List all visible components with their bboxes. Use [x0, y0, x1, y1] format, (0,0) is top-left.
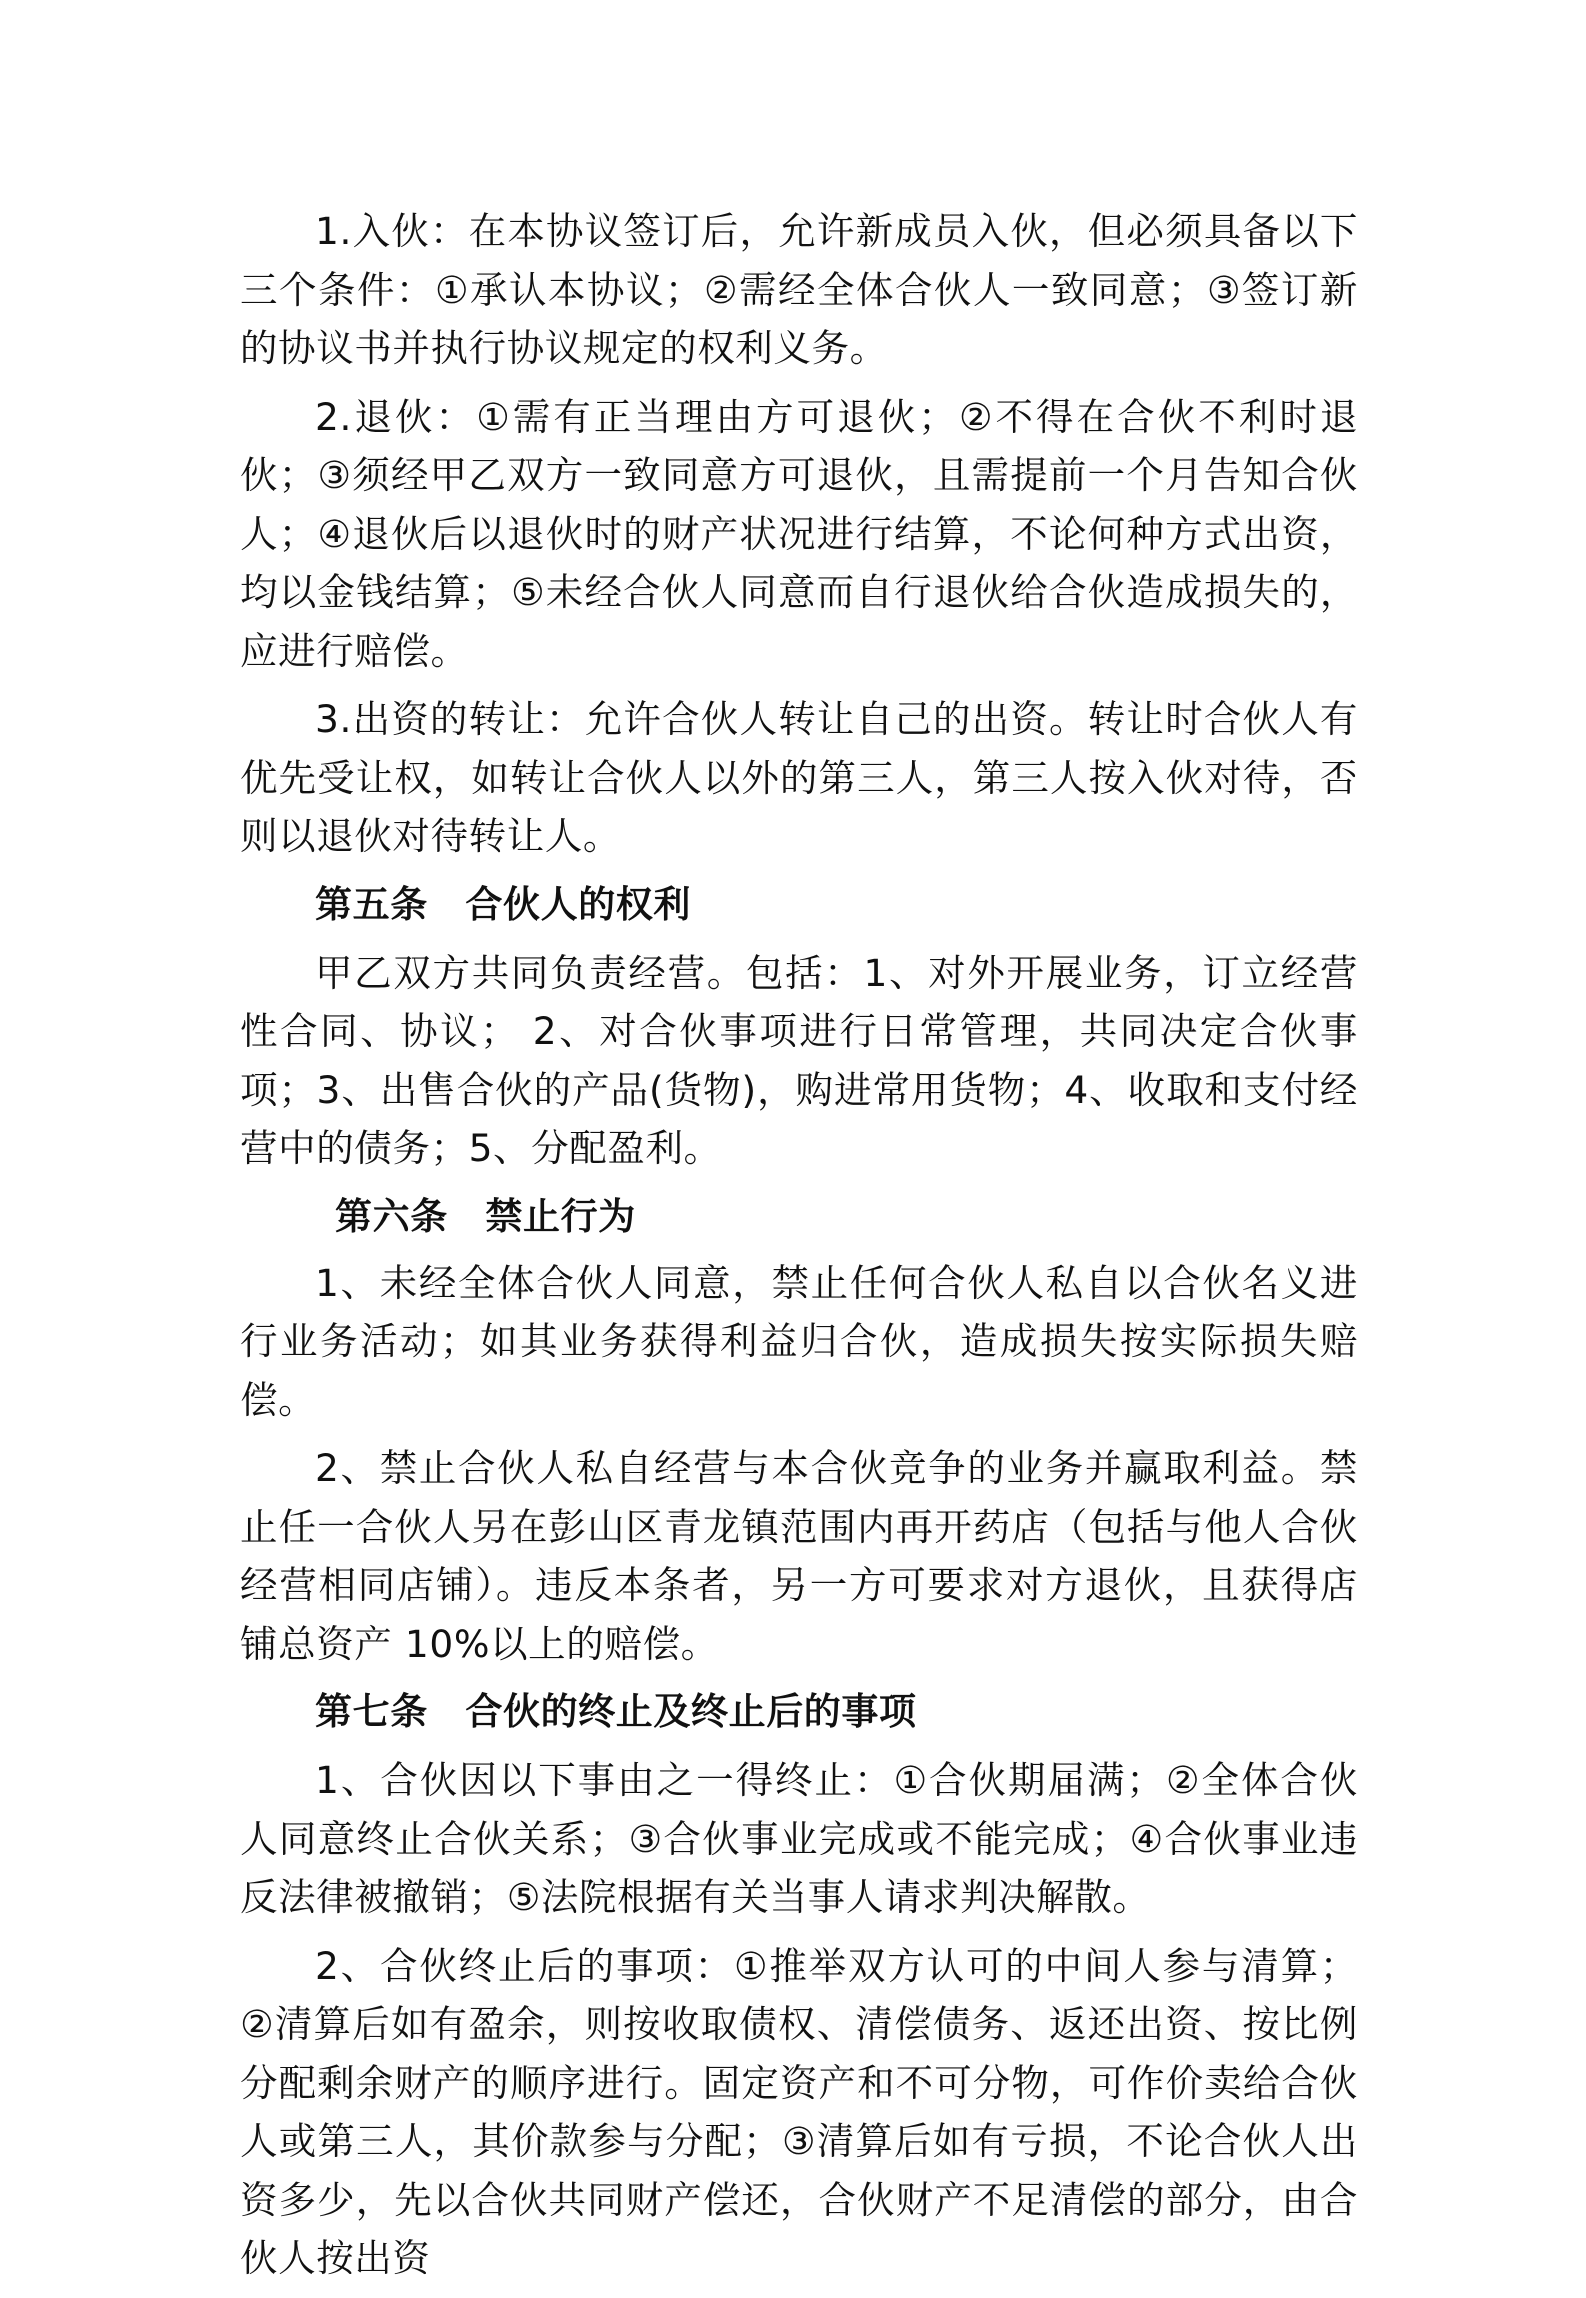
clause-admission-paragraph: 1.入伙：在本协议签订后，允许新成员入伙，但必须具备以下三个条件：①承认本协议；②需经全体合伙人一致同意；③签订新的协议书并执行协议规定的权利义务。 — [240, 209, 1358, 370]
clause-transfer-paragraph: 3.出资的转让：允许合伙人转让自己的出资。转让时合伙人有优先受让权，如转让合伙人以外的第三人，第三人按入伙对待，否则以退伙对待转让人。 — [240, 697, 1358, 858]
termination-2-paragraph: 2、合伙终止后的事项：①推举双方认可的中间人参与清算；②清算后如有盈余，则按收取债权、清偿债务、返还出资、按比例分配剩余财产的顺序进行。固定资产和不可分物，可作价卖给合伙人或第三人，其价款参与分配；③清算后如有亏损，不论合伙人出资多少，先以合伙共同财产偿还，合伙财产不足清偿的部分，由合伙人按出资 — [240, 1943, 1358, 2280]
article-5-heading: 第五条 合伙人的权利 — [315, 882, 691, 926]
clause-withdrawal-paragraph: 2.退伙：①需有正当理由方可退伙；②不得在合伙不利时退伙；③须经甲乙双方一致同意方可退伙，且需提前一个月告知合伙人；④退伙后以退伙时的财产状况进行结算，不论何种方式出资，均以金钱结算；⑤未经合伙人同意而自行退伙给合伙造成损失的，应进行赔偿。 — [240, 394, 1358, 673]
prohibition-1-paragraph: 1、未经全体合伙人同意，禁止任何合伙人私自以合伙名义进行业务活动；如其业务获得利益归合伙，造成损失按实际损失赔偿。 — [240, 1260, 1358, 1422]
termination-1-paragraph: 1、合伙因以下事由之一得终止：①合伙期届满；②全体合伙人同意终止合伙关系；③合伙事业完成或不能完成；④合伙事业违反法律被撤销；⑤法院根据有关当事人请求判决解散。 — [240, 1758, 1358, 1919]
prohibition-2-paragraph: 2、禁止合伙人私自经营与本合伙竞争的业务并赢取利益。禁止任一合伙人另在彭山区青龙镇范围内再开药店（包括与他人合伙经营相同店铺）。违反本条者，另一方可要求对方退伙，且获得店铺总资产 10%以上的赔偿。 — [240, 1446, 1358, 1666]
document-body — [240, 202, 1358, 2298]
article-7-heading: 第七条 合伙的终止及终止后的事项 — [315, 1690, 917, 1733]
partner-rights-paragraph: 甲乙双方共同负责经营。包括：1、对外开展业务，订立经营性合同、协议； 2、对合伙事项进行日常管理，共同决定合伙事项；3、出售合伙的产品(货物)，购进常用货物；4、收取和支付经营中的债务；5、分配盈利。 — [240, 950, 1358, 1170]
article-6-heading: 第六条 禁止行为 — [335, 1194, 636, 1238]
